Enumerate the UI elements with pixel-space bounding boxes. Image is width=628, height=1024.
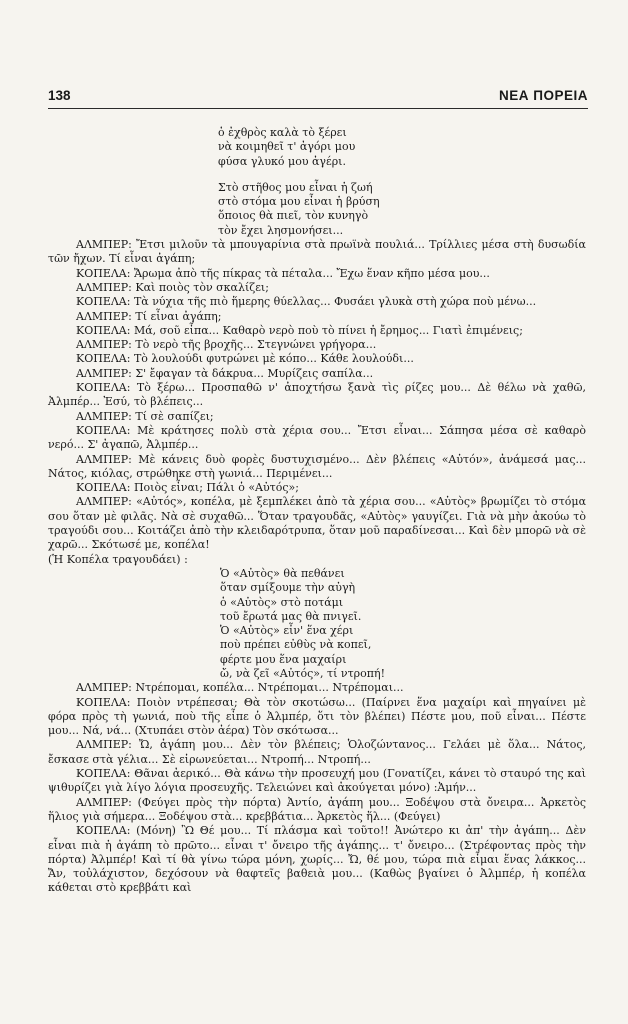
running-header xyxy=(48,86,588,109)
dialogue-line: ΚΟΠΕΛΑ: Θᾶναι ἀερικό... Θὰ κάνω τὴν προσευχή μου (Γονατίζει, κάνει τὸ σταυρό της καὶ ψιθυρίζει γιὰ λίγο λόγια προσευχῆς. Τελειώνει καὶ ἀκούγεται μόνο) :Ἀμήν... xyxy=(48,767,586,795)
dialogue-line: ΑΛΜΠΕΡ: Τί εἶναι ἀγάπη; xyxy=(76,309,222,323)
dialogue-line: ΚΟΠΕΛΑ: Μὲ κράτησες πολὺ στὰ χέρια σου... Ἔτσι εἶναι... Σάπησα μέσα σὲ καθαρὸ νερό... Σ' ἀγαπῶ, Ἀλμπέρ... xyxy=(48,423,586,452)
verse-line: Ὁ «Αὐτὸς» θὰ πεθάνει xyxy=(220,566,345,580)
verse-line: ὅποιος θὰ πιεῖ, τὸν κυνηγὸ xyxy=(218,209,369,223)
verse-line: Ὁ «Αὐτὸς» εἶν' ἕνα χέρι xyxy=(220,624,354,638)
dialogue-line: ΚΟΠΕΛΑ: Ποιὸν ντρέπεσαι; Θὰ τὸν σκοτώσω... (Παίρνει ἕνα μαχαίρι καὶ πηγαίνει μὲ φόρα πρὸς τὴ γωνιά, ποὺ τῆς εἶπε ὁ Ἀλμπέρ, ὅτι τὸν βλέπει) Πέστε μου, ποῦ εἶναι... Πέστε μου... Νά, νά... (Χτυπάει στὸν ἀέρα) Τὸν σκότωσα... xyxy=(48,695,586,738)
dialogue-line: ΑΛΜΠΕΡ: (Φεύγει πρὸς τὴν πόρτα) Ἀντίο, ἀγάπη μου... Ξοδέψου στὰ ὄνειρα... Ἀρκετὸς ἥλιος γιὰ σήμερα... Ξοδέψου στὰ... κρεββάτια... Ἀρκετὸς ἥλ... (Φεύγει) xyxy=(48,795,586,823)
dialogue-line: ΚΟΠΕΛΑ: Μά, σοῦ εἶπα... Καθαρὸ νερὸ ποὺ τὸ πίνει ἡ ἔρημος... Γιατὶ ἐπιμένεις; xyxy=(76,323,523,337)
verse-line: ὁ «Αὐτὸς» στὸ ποτάμι xyxy=(220,595,344,609)
dialogue-line: ΑΛΜΠΕΡ: Σ' ἔφαγαν τὰ δάκρυα... Μυρίζεις σαπίλα... xyxy=(76,366,374,380)
dialogue-line: ΚΟΠΕΛΑ: (Μόνη) Ὢ Θέ μου... Τί πλάσμα καὶ τοῦτο!! Ἀνώτερο κι ἀπ' τὴν ἀγάπη... Δὲν εἶναι πιὰ ἡ ἀγάπη τὸ πρῶτο... εἶναι τ' ὄνειρο τῆς ἀγάπης... τ' ὄνειρο... (Στρέφοντας πρὸς τὴν πόρτα) Ἀλμπέρ! Καὶ τί θὰ γίνω τώρα μόνη, χωρίς... Ὤ, θέ μου, τώρα πιὰ εἶμαι ἕνας λάκκος... Ἄν, τοὐλάχιστον, δεχόσουν νὰ θαφτεῖς βαθειὰ μου... (Καθὼς βγαίνει ὁ Ἀλμπέρ, ἡ κοπέλα κάθεται στὸ κρεββάτι καὶ xyxy=(48,824,586,895)
verse-line: ὤ, νὰ ζεῖ «Αὐτός», τί ντροπή! xyxy=(220,666,385,680)
verse-line: Στὸ στῆθος μου εἶναι ἡ ζωή xyxy=(218,180,373,194)
page-number: 138 xyxy=(48,88,71,103)
dialogue-block-2 xyxy=(48,681,586,895)
poem-stanza-2 xyxy=(48,181,586,238)
text-body xyxy=(48,126,586,896)
verse-line: φύσα γλυκό μου ἀγέρι. xyxy=(218,154,346,168)
dialogue-line: ΑΛΜΠΕΡ: Καὶ ποιὸς τὸν σκαλίζει; xyxy=(76,280,269,294)
dialogue-line: ΑΛΜΠΕΡ: Τὸ νερὸ τῆς βροχῆς... Στεγνώνει γρήγορα... xyxy=(76,338,377,352)
dialogue-line: ΑΛΜΠΕΡ: Ὤ, ἀγάπη μου... Δὲν τὸν βλέπεις; Ὁλοζώντανος... Γελάει μὲ ὅλα... Νάτος, ἔσκασε στὰ γέλια... Σὲ εἰρωνεύεται... Ντροπή... Ντροπή... xyxy=(48,738,586,766)
dialogue-line: ΚΟΠΕΛΑ: Ἄρωμα ἀπὸ τῆς πίκρας τὰ πέταλα... Ἔχω ἕναν κῆπο μέσα μου... xyxy=(76,266,490,280)
verse-line: ποὺ πρέπει εὐθὺς νὰ κοπεῖ, xyxy=(220,638,372,652)
verse-line: τοῦ ἔρωτά μας θὰ πνιγεῖ. xyxy=(220,609,362,623)
stage-direction: (Ἡ Κοπέλα τραγουδάει) : xyxy=(48,552,188,566)
verse-line: φέρτε μου ἕνα μαχαίρι xyxy=(220,652,347,666)
journal-title: ΝΕΑ ΠΟΡΕΙΑ xyxy=(498,88,588,103)
dialogue-line: ΑΛΜΠΕΡ: Τί σὲ σαπίζει; xyxy=(76,409,214,423)
verse-line: στὸ στόμα μου εἶναι ἡ βρύση xyxy=(218,195,380,209)
verse-line: τὸν ἔχει λησμονήσει... xyxy=(218,223,344,237)
dialogue-line: ΑΛΜΠΕΡ: Μὲ κάνεις δυὸ φορὲς δυστυχισμένο... Δὲν βλέπεις «Αὐτόν», ἀνάμεσά μας... Νάτος, κιόλας, στρώθηκε στὴ γωνιά... Περιμένει... xyxy=(48,452,586,480)
verse-line: ὅταν σμίξουμε τὴν αὐγὴ xyxy=(220,581,356,595)
verse-line: ὁ ἐχθρὸς καλὰ τὸ ξέρει xyxy=(218,126,347,139)
dialogue-line: ΑΛΜΠΕΡ: Ντρέπομαι, κοπέλα... Ντρέπομαι... Ντρέπομαι... xyxy=(76,681,404,695)
dialogue-line: ΚΟΠΕΛΑ: Τὰ νύχια τῆς πιὸ ἥμερης θύελλας... Φυσάει γλυκὰ στὴ χώρα ποὺ μένω... xyxy=(76,295,537,309)
dialogue-block-1 xyxy=(48,238,586,553)
dialogue-line: ΚΟΠΕΛΑ: Τὸ ξέρω... Προσπαθῶ ν' ἀποχτήσω ξανὰ τὶς ρίζες μου... Δὲ θέλω νὰ χαθῶ, Ἀλμπέρ... Ἐσύ, τὸ βλέπεις... xyxy=(48,381,586,409)
dialogue-line: ΑΛΜΠΕΡ: «Αὐτός», κοπέλα, μὲ ξεμπλέκει ἀπὸ τὰ χέρια σου... «Αὐτὸς» βρωμίζει τὸ στόμα σου ὅταν μὲ φιλᾶς. Νὰ σὲ συχαθῶ... Ὅταν τραγουδᾶς, «Αὐτὸς» γαυγίζει. Γιὰ νὰ μὴν ἀκούω τὸ τραγούδι σου... Κοιτάζει ἀπὸ τὴν κλειδαρότρυπα, ὅταν μοῦ παραδίνεσαι... Καὶ δὲν μπορῶ νὰ σὲ χαρῶ... Σκότωσέ με, κοπέλα! xyxy=(48,495,586,552)
dialogue-line: ΚΟΠΕΛΑ: Ποιὸς εἶναι; Πάλι ὁ «Αὐτός»; xyxy=(76,481,299,495)
dialogue-line: ΑΛΜΠΕΡ: Ἔτσι μιλοῦν τὰ μπουγαρίνια στὰ πρωϊνὰ πουλιά... Τρίλλιες μέσα στὴ δυσωδία τῶν ἤχων. Τί εἶναι ἀγάπη; xyxy=(48,238,586,266)
poem-stanza-1 xyxy=(48,126,586,169)
dialogue-line: ΚΟΠΕΛΑ: Τὸ λουλούδι φυτρώνει μὲ κόπο... Κάθε λουλούδι... xyxy=(76,352,414,366)
verse-line: νὰ κοιμηθεῖ τ' ἀγόρι μου xyxy=(218,140,356,154)
poem-stanza-3 xyxy=(48,567,586,681)
